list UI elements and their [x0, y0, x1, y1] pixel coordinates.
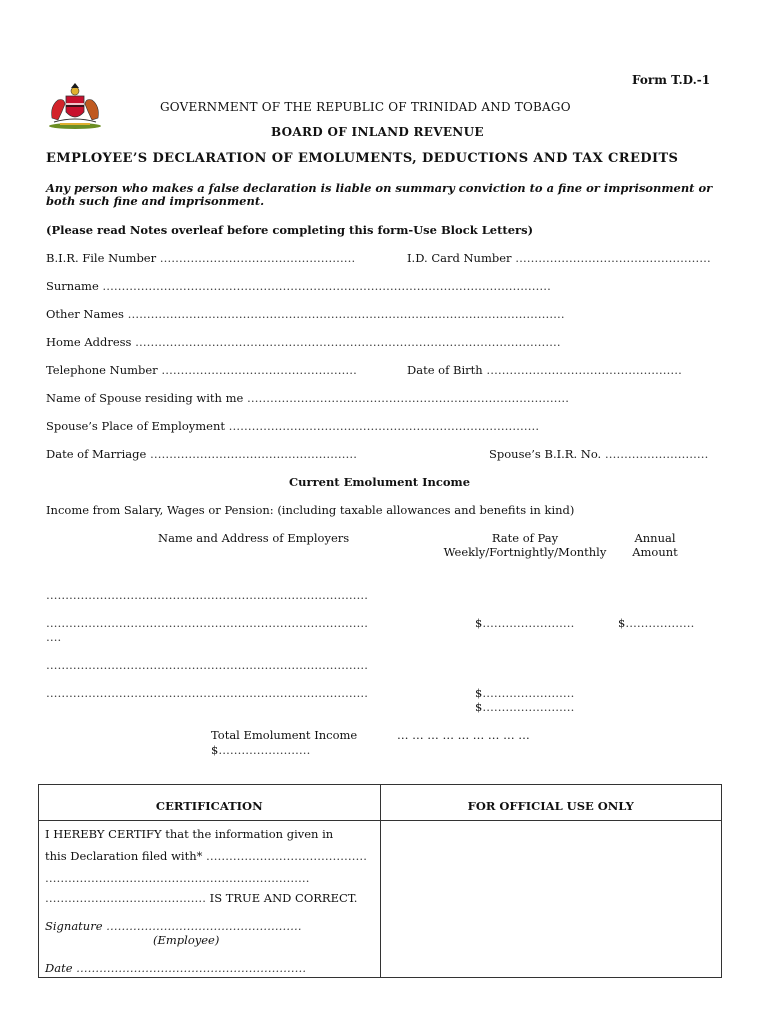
employer-line-3[interactable]: …………………………………………………………………………: [46, 658, 368, 672]
rate-of-pay-1[interactable]: $……………………: [475, 616, 575, 630]
other-names-field[interactable]: Other Names ……………………………………………………………………………………………………: [46, 307, 565, 321]
col-rate-line-1: Rate of Pay: [491, 531, 559, 545]
spouse-place-field[interactable]: Spouse’s Place of Employment ………………………………………………………………………: [46, 419, 540, 433]
government-title: GOVERNMENT OF THE REPUBLIC OF TRINIDAD AND TOBAGO: [160, 100, 571, 114]
signature-field[interactable]: Signature ……………………………………………: [45, 919, 302, 933]
home-address-label: Home Address: [46, 335, 132, 349]
total-ellipses: … … … … … … … … …: [397, 728, 530, 742]
spouse-name-label: Name of Spouse residing with me: [46, 391, 244, 405]
dollar-sign: $: [211, 743, 219, 757]
warning-line-2: both such fine and imprisonment.: [46, 194, 265, 208]
dollar-sign: $: [475, 616, 483, 630]
form-number: Form T.D.-1: [632, 73, 711, 87]
certification-table: [38, 784, 722, 978]
total-emolument-amount[interactable]: $……………………: [211, 743, 311, 757]
telephone-number-label: Telephone Number: [46, 363, 158, 377]
rate-of-pay-3[interactable]: $……………………: [475, 700, 575, 714]
certify-line-4[interactable]: …………………………………… IS TRUE AND CORRECT.: [45, 891, 358, 905]
date-of-marriage-label: Date of Marriage: [46, 447, 147, 461]
date-of-birth-field[interactable]: Date of Birth ……………………………………………: [407, 363, 682, 377]
total-emolument-label: Total Emolument Income: [211, 728, 358, 742]
date-of-marriage-field[interactable]: Date of Marriage ………………………………………………: [46, 447, 357, 461]
signature-label: Signature: [45, 919, 103, 933]
col-annual-line-1: Annual: [634, 531, 676, 545]
col-annual-line-2: Amount: [632, 545, 678, 559]
spouse-place-label: Spouse’s Place of Employment: [46, 419, 225, 433]
certify-line-3[interactable]: ……………………………………………………………: [45, 871, 310, 885]
employer-line-1[interactable]: …………………………………………………………………………: [46, 588, 368, 602]
certification-heading: CERTIFICATION: [155, 799, 263, 813]
certification-body-cell: [39, 821, 381, 978]
col-rate-of-pay: [420, 531, 630, 559]
official-use-header-cell: [380, 785, 721, 821]
id-card-number-field[interactable]: I.D. Card Number ……………………………………………: [407, 251, 711, 265]
date-of-birth-label: Date of Birth: [407, 363, 483, 377]
employer-line-2[interactable]: …………………………………………………………………………: [46, 616, 368, 630]
date-label: Date: [45, 961, 73, 975]
employee-label: (Employee): [153, 933, 220, 947]
income-line: Income from Salary, Wages or Pension: (including taxable allowances and benefits in kind): [46, 503, 575, 517]
certify-line-1: I HEREBY CERTIFY that the information given in: [45, 827, 334, 841]
instruction-text: (Please read Notes overleaf before completing this form-Use Block Letters): [46, 223, 534, 237]
official-use-body-cell: [380, 821, 721, 978]
col-employers: Name and Address of Employers: [158, 531, 350, 545]
rate-of-pay-2[interactable]: $……………………: [475, 686, 575, 700]
dollar-sign: $: [618, 616, 626, 630]
certification-header-cell: [39, 785, 381, 821]
true-correct-label: IS TRUE AND CORRECT.: [209, 891, 358, 905]
emolument-heading: Current Emolument Income: [289, 475, 471, 489]
dollar-sign: $: [475, 700, 483, 714]
coat-of-arms-icon: [44, 82, 106, 130]
annual-amount-1[interactable]: $………………: [618, 616, 695, 630]
bir-file-number-label: B.I.R. File Number: [46, 251, 157, 265]
home-address-field[interactable]: Home Address …………………………………………………………………………………………………: [46, 335, 561, 349]
certify-line-2-label: this Declaration filed with*: [45, 849, 203, 863]
col-rate-line-2: Weekly/Fortnightly/Monthly: [443, 545, 607, 559]
other-names-label: Other Names: [46, 307, 124, 321]
spouse-bir-field[interactable]: Spouse’s B.I.R. No. ………………………: [489, 447, 709, 461]
spouse-bir-label: Spouse’s B.I.R. No.: [489, 447, 602, 461]
surname-field[interactable]: Surname ………………………………………………………………………………………………………: [46, 279, 551, 293]
telephone-number-field[interactable]: Telephone Number ……………………………………………: [46, 363, 357, 377]
surname-label: Surname: [46, 279, 99, 293]
col-annual-amount: [620, 531, 690, 559]
dollar-sign: $: [475, 686, 483, 700]
employer-line-4[interactable]: …………………………………………………………………………: [46, 686, 368, 700]
id-card-number-label: I.D. Card Number: [407, 251, 512, 265]
certify-line-2[interactable]: this Declaration filed with* ……………………………………: [45, 849, 368, 863]
employer-line-2-continued[interactable]: ….: [46, 630, 62, 644]
warning-line-1: Any person who makes a false declaration is liable on summary conviction to a fine or imprisonment or: [46, 181, 713, 195]
official-use-heading: FOR OFFICIAL USE ONLY: [467, 799, 634, 813]
page-title: EMPLOYEE’S DECLARATION OF EMOLUMENTS, DEDUCTIONS AND TAX CREDITS: [46, 151, 679, 166]
date-field[interactable]: Date ……………………………………………………: [45, 961, 307, 975]
spouse-name-field[interactable]: Name of Spouse residing with me …………………………………………………………………………: [46, 391, 569, 405]
bir-file-number-field[interactable]: B.I.R. File Number ……………………………………………: [46, 251, 356, 265]
board-title: BOARD OF INLAND REVENUE: [271, 125, 484, 139]
